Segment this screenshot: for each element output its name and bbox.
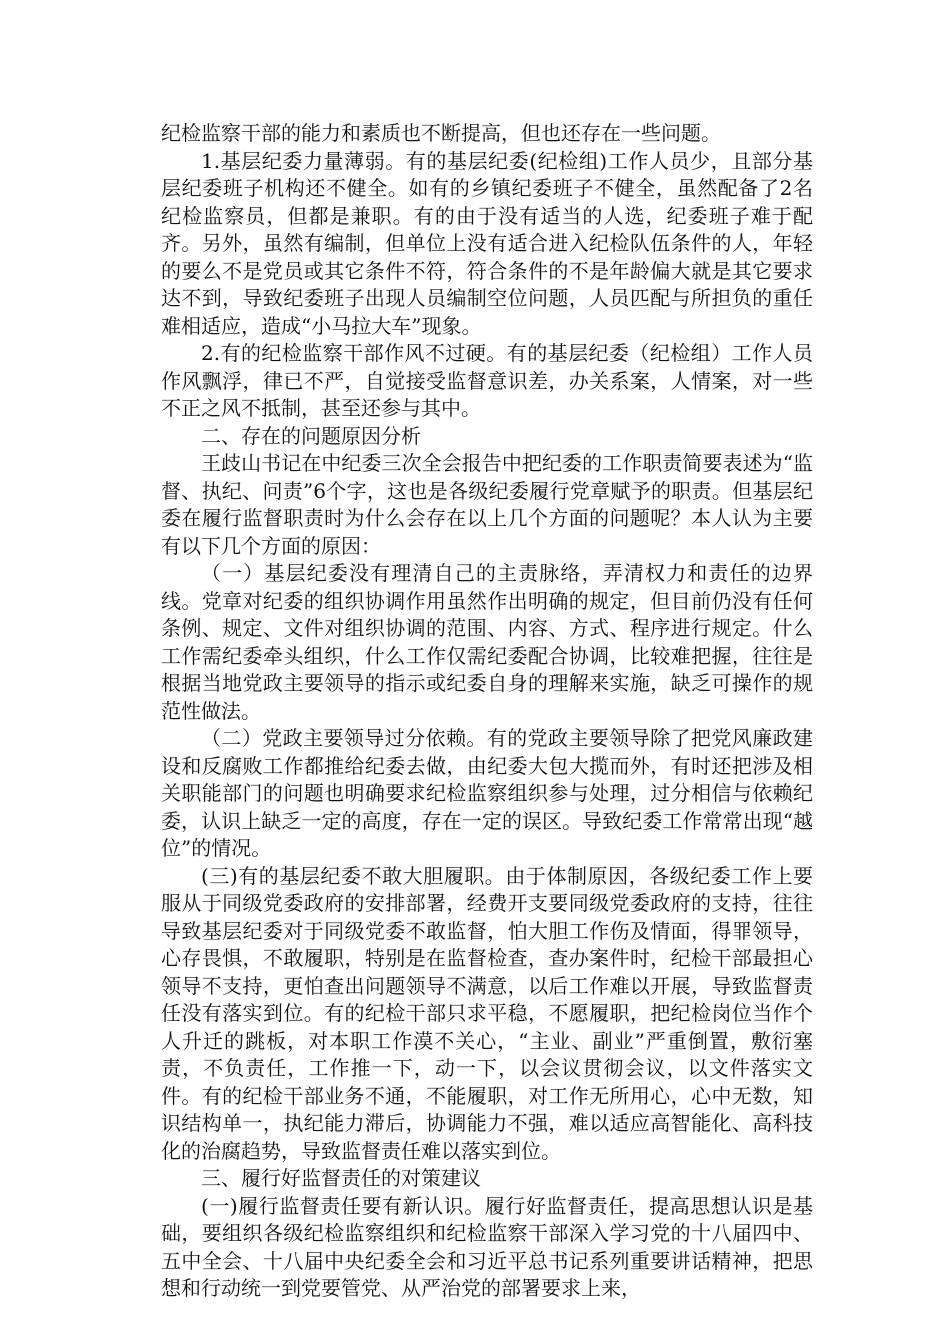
paragraph-cause-three: (三)有的基层纪委不敢大胆履职。由于体制原因，各级纪委工作上要服从于同级党委政府的安排部署，经费开支要同级党委政府的支持，往往导致基层纪委对于同级党委不敢监督，怕大胆工作伤及情面，得罪领导，心存畏惧，不敢履职，特别是在监督检查，查办案件时，纪检干部最担心领导不支持，更怕查出问题领导不满意，以后工作难以开展，导致监督责任没有落实到位。有的纪检干部只求平稳，不愿履职，把纪检岗位当作个人升迁的跳板，对本职工作漠不关心，“主业、副业”严重倒置，敷衍塞责，不负责任，工作推一下，动一下，以会议贯彻会议，以文件落实文件。有的纪检干部业务不通，不能履职，对工作无所用心，心中无数，知识结构单一，执纪能力滞后，协调能力不强，难以适应高智能化、高科技化的治腐趋势，导致监督责任难以落实到位。 — [161, 863, 813, 1163]
paragraph-continuation: 纪检监察干部的能力和素质也不断提高，但也还存在一些问题。 — [161, 121, 721, 145]
section-heading-recommendations: 三、履行好监督责任的对策建议 — [201, 1166, 481, 1190]
paragraph-supervision-duties: 王歧山书记在中纪委三次全会报告中把纪委的工作职责简要表述为“监督、执纪、问责”6个字，这也是各级纪委履行党章赋予的职责。但基层纪委在履行监督职责时为什么会存在以上几个方面的问题呢？本人认为主要有以下几个方面的原因： — [161, 451, 813, 558]
paragraph-weak-staffing: 1.基层纪委力量薄弱。有的基层纪委(纪检组)工作人员少，且部分基层纪委班子机构还不健全。如有的乡镇纪委班子不健全，虽然配备了2名纪检监察员，但都是兼职。有的由于没有适当的人选，纪委班子难于配齐。另外，虽然有编制，但单位上没有适合进入纪检队伍条件的人，年轻的要么不是党员或其它条件不符，符合条件的不是年龄偏大就是其它要求达不到，导致纪委班子出现人员编制空位问题，人员匹配与所担负的重任难相适应，造成“小马拉大车”现象。 — [161, 148, 813, 338]
paragraph-cause-two: （二）党政主要领导过分依赖。有的党政主要领导除了把党风廉政建设和反腐败工作都推给纪委去做，由纪委大包大揽而外，有时还把涉及相关职能部门的问题也明确要求纪检监察组织参与处理，过分相信与依赖纪委，认识上缺乏一定的高度，存在一定的误区。导致纪委工作常常出现“越位”的情况。 — [161, 726, 813, 860]
paragraph-work-style: 2.有的纪检监察干部作风不过硬。有的基层纪委（纪检组）工作人员作风飘浮，律已不严，自觉接受监督意识差，办关系案，人情案，对一些不正之风不抵制，甚至还参与其中。 — [161, 341, 813, 420]
paragraph-recommendation-one: (一)履行监督责任要有新认识。履行好监督责任，提高思想认识是基础，要组织各级纪检监察组织和纪检监察干部深入学习党的十八届四中、五中全会、十八届中央纪委全会和习近平总书记系列重要讲话精神，把思想和行动统一到党要管党、从严治党的部署要求上来， — [161, 1193, 813, 1300]
document-body — [161, 120, 813, 1303]
section-heading-cause-analysis: 二、存在的问题原因分析 — [201, 423, 421, 448]
paragraph-cause-one: （一）基层纪委没有理清自己的主责脉络，弄清权力和责任的边界线。党章对纪委的组织协调作用虽然作出明确的规定，但目前仍没有任何条例、规定、文件对组织协调的范围、内容、方式、程序进行规定。什么工作需纪委牵头组织，什么工作仅需纪委配合协调，比较难把握，往往是根据当地党政主要领导的指示或纪委自身的理解来实施，缺乏可操作的规范性做法。 — [161, 561, 813, 723]
